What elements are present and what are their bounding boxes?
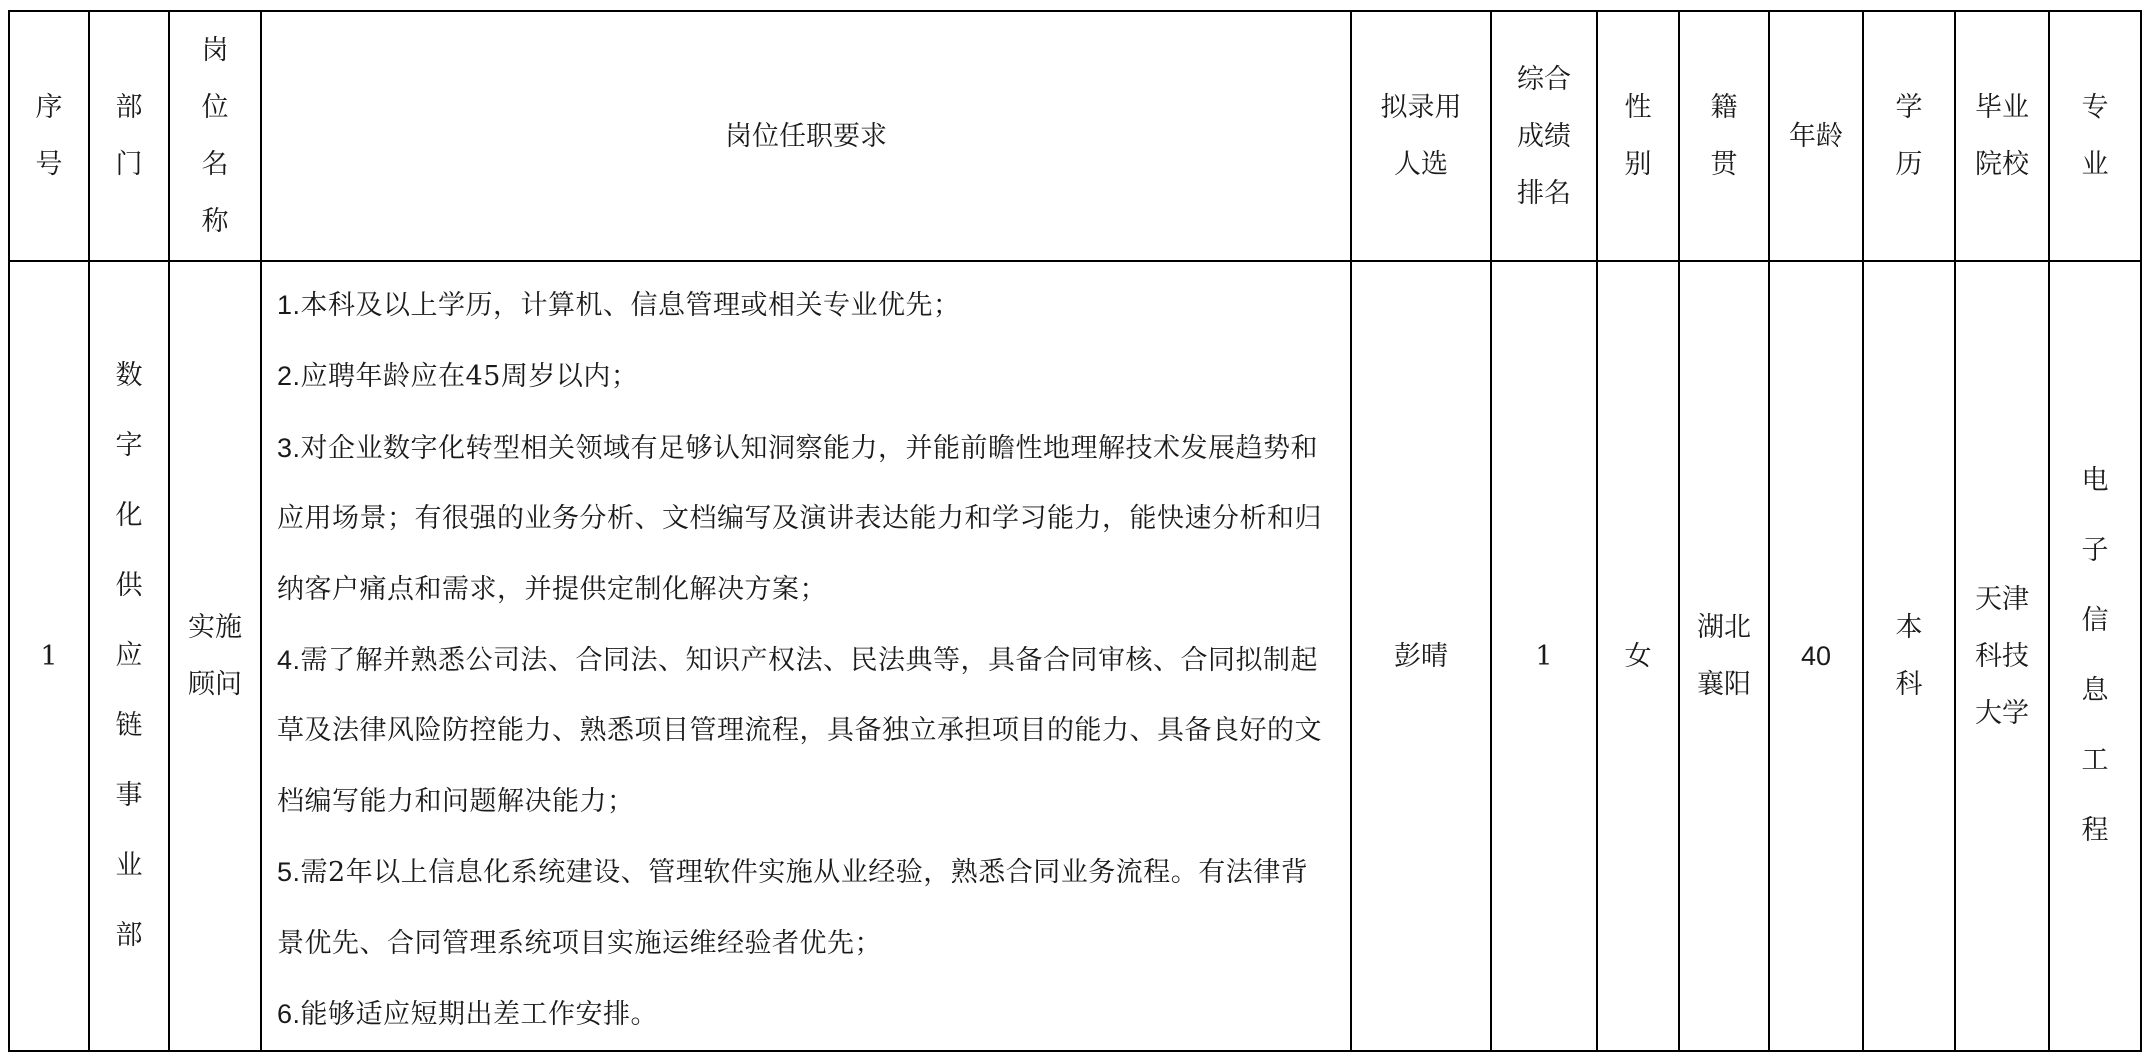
header-school (1955, 11, 2049, 261)
native-value (1697, 599, 1751, 713)
header-school-label (1975, 79, 2029, 193)
cell-requirements (261, 261, 1351, 1051)
header-candidate (1351, 11, 1491, 261)
cell-age (1769, 261, 1863, 1051)
cell-rank (1491, 261, 1597, 1051)
text-line: 襄阳 (1697, 669, 1751, 701)
text-line: 性 (1624, 92, 1652, 123)
text-line: 学 (1895, 92, 1923, 123)
text-line: 业 (2081, 149, 2109, 180)
recruitment-table (8, 10, 2142, 1052)
header-gender-label (1625, 79, 1652, 193)
text-line: 化 (115, 500, 143, 532)
gender-value: 女 (1624, 640, 1652, 672)
cell-native (1679, 261, 1769, 1051)
text-line: 湖北 (1697, 612, 1751, 644)
text-line: 院校 (1975, 149, 2029, 180)
header-native-label (1711, 79, 1738, 193)
requirement-text: 对企业数字化转型相关领域有足够认知洞察能力，并能前瞻性地理解技术发展趋势和应用场景；有很强的业务分析、文档编写及演讲表达能力和学习能力，能快速分析和归纳客户痛点和需求，并提供定制化解决方案； (277, 432, 1322, 605)
requirement-text: 需了解并熟悉公司法、合同法、知识产权法、民法典等，具备合同审核、合同拟制起草及法律风险防控能力、熟悉项目管理流程，具备独立承担项目的能力、具备良好的文档编写能力和问题解决能力； (277, 645, 1322, 817)
text-line: 子 (2081, 535, 2109, 567)
header-requirements (261, 11, 1351, 261)
cell-education (1863, 261, 1955, 1051)
header-native (1679, 11, 1769, 261)
requirement-number: 1. (277, 290, 301, 320)
header-dept-label (116, 79, 143, 193)
requirement-text: 需2年以上信息化系统建设、管理软件实施从业经验，熟悉合同业务流程。有法律背景优先、合同管理系统项目实施运维经验者优先； (277, 857, 1309, 959)
requirement-item-1 (277, 270, 1334, 341)
dept-value (116, 341, 143, 971)
header-requirements-label: 岗位任职要求 (725, 120, 887, 152)
text-line: 拟录用 (1380, 92, 1462, 123)
text-line: 工 (2081, 745, 2109, 777)
text-line: 科技 (1975, 640, 2029, 672)
text-line: 部 (115, 92, 143, 123)
header-rank-label (1517, 51, 1571, 222)
text-line: 数 (115, 360, 143, 392)
text-line: 应 (115, 640, 143, 672)
header-age-label: 年龄 (1789, 120, 1843, 152)
header-candidate-label (1381, 79, 1462, 193)
text-line: 排名 (1517, 177, 1571, 209)
requirement-text: 应聘年龄应在45周岁以内； (300, 361, 639, 393)
requirement-number: 2. (277, 361, 301, 392)
text-line: 贯 (1710, 149, 1738, 180)
education-value (1896, 599, 1923, 713)
text-line: 位 (201, 92, 229, 123)
candidate-value: 彭晴 (1394, 640, 1448, 672)
cell-seq (9, 261, 89, 1051)
header-seq (9, 11, 89, 261)
cell-position (169, 261, 261, 1051)
text-line: 岗 (201, 35, 229, 66)
cell-dept (89, 261, 169, 1051)
school-value (1975, 571, 2029, 742)
requirement-item-2 (277, 341, 1334, 412)
requirement-number: 6. (277, 999, 301, 1030)
header-dept (89, 11, 169, 261)
requirement-item-6 (277, 979, 1334, 1050)
text-line: 综合 (1517, 63, 1571, 95)
header-gender (1597, 11, 1679, 261)
cell-school (1955, 261, 2049, 1051)
header-position-label (202, 22, 229, 250)
requirement-item-5 (277, 837, 1334, 979)
text-line: 成绩 (1517, 120, 1571, 152)
major-value (2082, 446, 2109, 866)
text-line: 籍 (1710, 92, 1738, 123)
text-line: 实施 (188, 612, 242, 644)
header-education-label (1896, 79, 1923, 193)
table-header-row (9, 11, 2141, 261)
text-line: 号 (35, 149, 63, 180)
text-line: 业 (115, 850, 143, 882)
header-seq-label (36, 79, 63, 193)
text-line: 毕业 (1975, 92, 2029, 123)
cell-major (2049, 261, 2141, 1051)
text-line: 名 (201, 149, 229, 180)
requirement-text: 能够适应短期出差工作安排。 (300, 999, 659, 1031)
text-line: 科 (1895, 669, 1923, 701)
text-line: 本 (1895, 612, 1923, 644)
text-line: 别 (1624, 149, 1652, 180)
requirement-number: 3. (277, 432, 301, 463)
text-line: 电 (2081, 465, 2109, 497)
text-line: 序 (35, 92, 63, 123)
text-line: 部 (115, 920, 143, 952)
header-education (1863, 11, 1955, 261)
text-line: 信 (2081, 605, 2109, 637)
text-line: 称 (201, 206, 229, 237)
header-major-label (2082, 79, 2109, 193)
text-line: 供 (115, 570, 143, 602)
age-value: 40 (1800, 640, 1832, 671)
requirement-number: 5. (277, 857, 301, 888)
text-line: 天津 (1975, 583, 2029, 615)
header-rank (1491, 11, 1597, 261)
text-line: 顾问 (188, 669, 242, 701)
text-line: 字 (115, 430, 143, 462)
recruitment-table-container (8, 10, 2142, 1052)
cell-gender (1597, 261, 1679, 1051)
requirement-number: 4. (277, 645, 301, 676)
text-line: 大学 (1975, 697, 2029, 729)
rank-value: 1 (1535, 640, 1553, 672)
text-line: 历 (1895, 149, 1923, 180)
text-line: 事 (115, 780, 143, 812)
text-line: 链 (115, 710, 143, 742)
text-line: 专 (2081, 92, 2109, 123)
text-line: 人选 (1394, 149, 1448, 180)
text-line: 门 (115, 149, 143, 180)
header-age (1769, 11, 1863, 261)
header-position (169, 11, 261, 261)
requirement-text: 本科及以上学历，计算机、信息管理或相关专业优先； (300, 290, 961, 321)
seq-value: 1 (40, 640, 58, 672)
cell-candidate (1351, 261, 1491, 1051)
text-line: 息 (2081, 675, 2109, 707)
text-line: 程 (2081, 815, 2109, 847)
position-value (188, 599, 242, 713)
requirement-item-4 (277, 625, 1334, 837)
requirements-list (277, 270, 1334, 1050)
table-row (9, 261, 2141, 1051)
requirement-item-3 (277, 413, 1334, 625)
header-major (2049, 11, 2141, 261)
